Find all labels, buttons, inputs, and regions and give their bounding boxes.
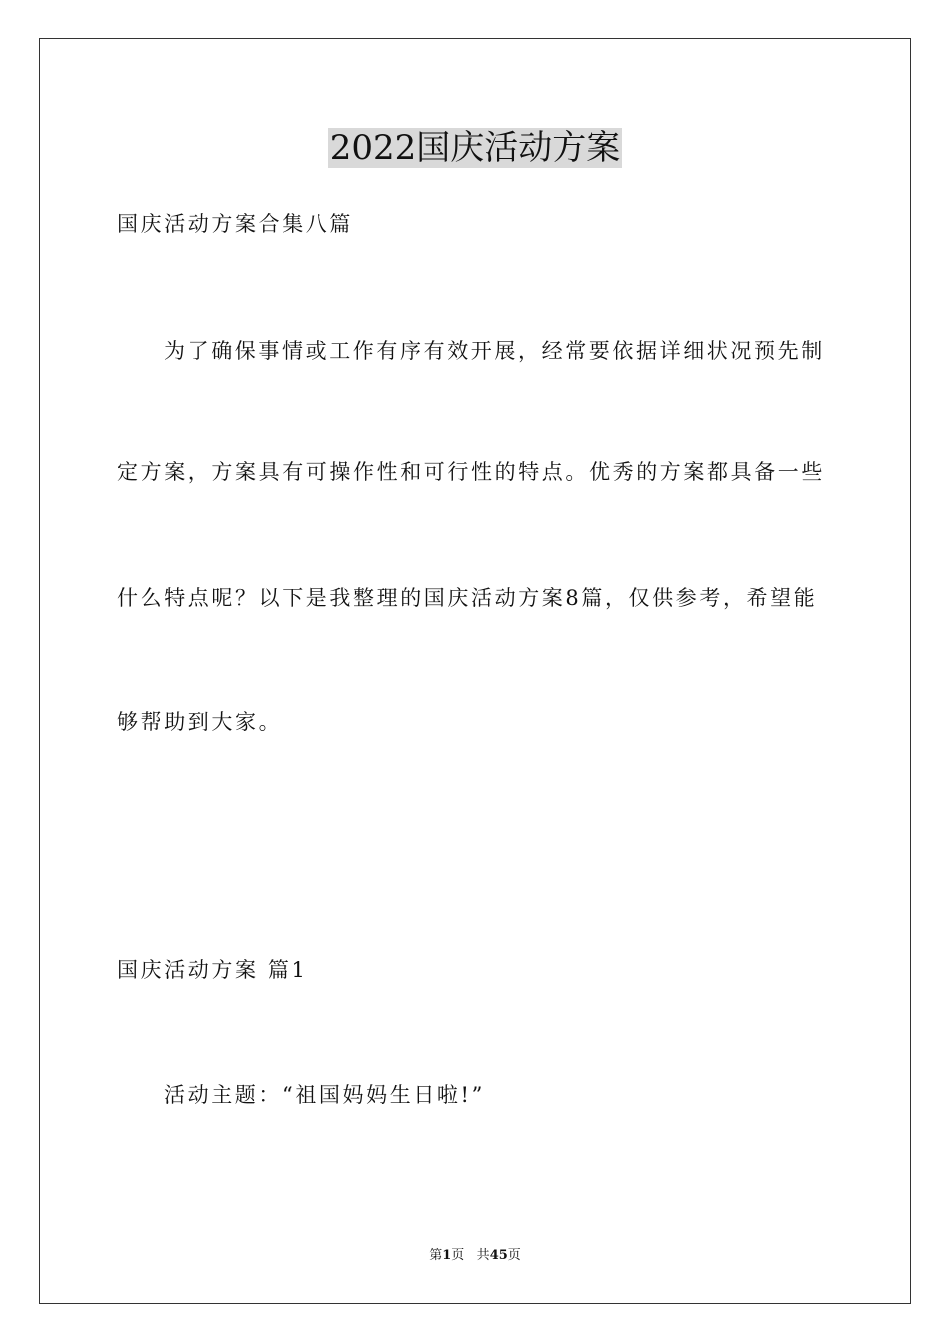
intro-paragraph-line-4: 够帮助到大家。	[117, 710, 283, 734]
footer-page-suffix: 页	[451, 1248, 465, 1263]
document-subtitle: 国庆活动方案合集八篇	[117, 212, 353, 236]
footer-total-suffix: 页	[507, 1248, 521, 1263]
footer-total-prefix: 共	[476, 1248, 490, 1263]
activity-theme: 活动主题：“祖国妈妈生日啦!”	[164, 1083, 485, 1107]
intro-paragraph-line-1: 为了确保事情或工作有序有效开展，经常要依据详细状况预先制	[164, 339, 825, 363]
intro-paragraph-line-2: 定方案，方案具有可操作性和可行性的特点。优秀的方案都具备一些	[117, 460, 825, 484]
section-heading: 国庆活动方案 篇1	[117, 958, 308, 982]
footer-page-number: 1	[442, 1248, 452, 1263]
document-title: 2022国庆活动方案	[329, 128, 621, 168]
intro-paragraph-line-3: 什么特点呢？以下是我整理的国庆活动方案8篇，仅供参考，希望能	[117, 586, 818, 610]
page-footer	[0, 1247, 950, 1265]
footer-total-pages: 45	[489, 1248, 508, 1263]
footer-page-prefix: 第	[429, 1248, 443, 1263]
